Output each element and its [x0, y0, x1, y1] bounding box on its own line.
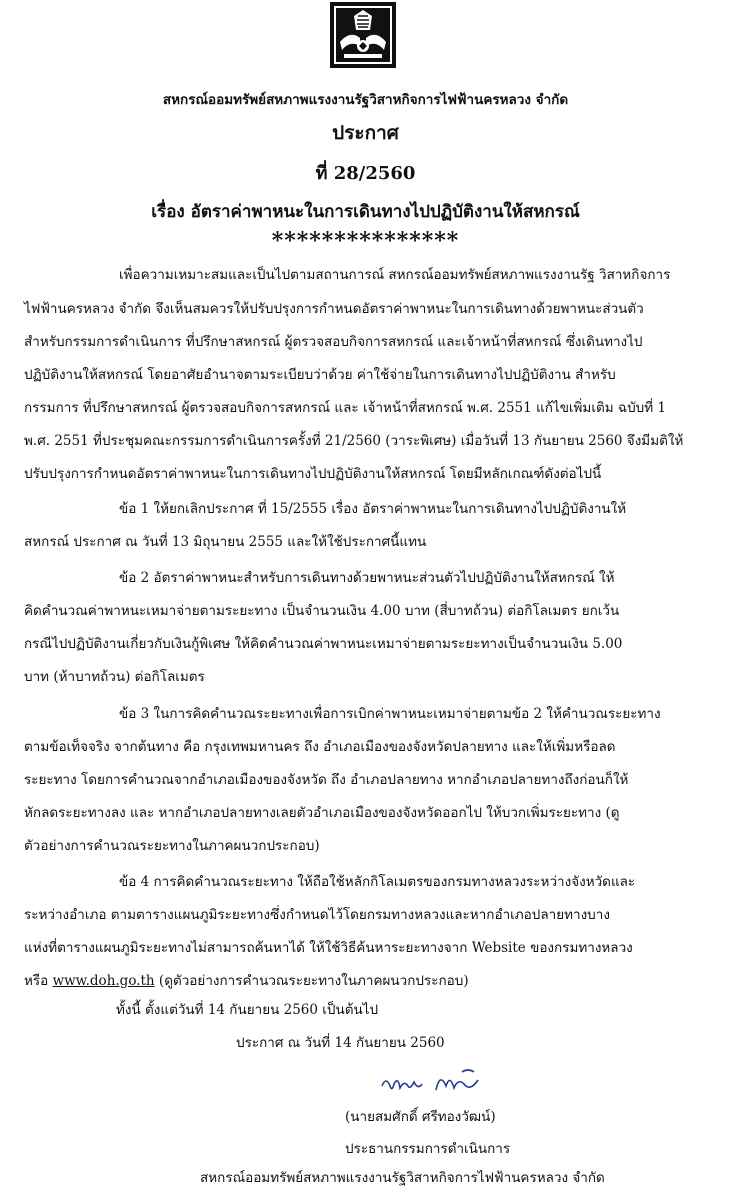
organization-name: สหกรณ์ออมทรัพย์สหภาพแรงงานรัฐวิสาหกิจการไฟฟ้านครหลวง จำกัด — [162, 92, 569, 108]
signature-icon — [378, 1064, 490, 1104]
clause-1-line: ข้อ 1 ให้ยกเลิกประกาศ ที่ 15/2555 เรื่อง อัตราค่าพาหนะในการเดินทางไปปฏิบัติงานให้ — [119, 501, 627, 517]
announcement-body — [24, 0, 710, 1200]
signer-organization: สหกรณ์ออมทรัพย์สหภาพแรงงานรัฐวิสาหกิจการไฟฟ้านครหลวง จำกัด — [200, 1170, 605, 1186]
intro-line: สำหรับกรรมการดำเนินการ ที่ปรึกษาสหกรณ์ ผู้ตรวจสอบกิจการสหกรณ์ และเจ้าหน้าที่สหกรณ์ ซึ่งเดินทางไป — [24, 334, 643, 350]
clause-2-line: ข้อ 2 อัตราค่าพาหนะสำหรับการเดินทางด้วยพาหนะส่วนตัวไปปฏิบัติงานให้สหกรณ์ ให้ — [119, 570, 615, 586]
clause-1-line: สหกรณ์ ประกาศ ณ วันที่ 13 มิถุนายน 2555 และให้ใช้ประกาศนี้แทน — [24, 534, 427, 550]
clause-4-line: ระหว่างอำเภอ ตามตารางแผนภูมิระยะทางซึ่งกำหนดไว้โดยกรมทางหลวงและหากอำเภอปลายทางบาง — [24, 907, 610, 923]
effective-date-line: ทั้งนี้ ตั้งแต่วันที่ 14 กันยายน 2560 เป็นต้นไป — [116, 1002, 379, 1018]
clause-4-prefix: หรือ — [24, 973, 49, 989]
signer-name: (นายสมศักดิ์ ศรีทองวัฒน์) — [345, 1109, 496, 1125]
clause-4-line: แห่งที่ตารางแผนภูมิระยะทางไม่สามารถค้นหาได้ ให้ใช้วิธีค้นหาระยะทางจาก Website ของกรมทางหลวง — [24, 940, 633, 956]
clause-3-line: ตามข้อเท็จจริง จากต้นทาง คือ กรุงเทพมหานคร ถึง อำเภอเมืองของจังหวัดปลายทาง และให้เพิ่มหรือลด — [24, 739, 616, 755]
clause-2-line: กรณีไปปฏิบัติงานเกี่ยวกับเงินกู้พิเศษ ให้คิดคำนวณค่าพาหนะเหมาจ่ายตามระยะทางเป็นจำนวนเงิน 5.00 — [24, 636, 623, 652]
clause-4-last-line — [24, 969, 469, 991]
announcement-number: ที่ 28/2560 — [315, 163, 416, 184]
intro-line: ปรับปรุงการกำหนดอัตราค่าพาหนะในการเดินทางไปปฏิบัติงานให้สหกรณ์ โดยมีหลักเกณฑ์ดังต่อไปนี้ — [24, 466, 602, 482]
clause-3-line: หักลดระยะทางลง และ หากอำเภอปลายทางเลยตัวอำเภอเมืองของจังหวัดออกไป ให้บวกเพิ่มระยะทาง (ดู — [24, 805, 620, 821]
clause-2-line: คิดคำนวณค่าพาหนะเหมาจ่ายตามระยะทาง เป็นจำนวนเงิน 4.00 บาท (สี่บาทถ้วน) ต่อกิโลเมตร ยกเว้น — [24, 603, 620, 619]
clause-4-suffix: (ดูตัวอย่างการคำนวณระยะทางในภาคผนวกประกอบ) — [158, 973, 469, 989]
intro-line: ไฟฟ้านครหลวง จำกัด จึงเห็นสมควรให้ปรับปรุงการกำหนดอัตราค่าพาหนะในการเดินทางด้วยพาหนะส่วนตัว — [24, 301, 644, 317]
clause-3-line: ระยะทาง โดยการคำนวณจากอำเภอเมืองของจังหวัด ถึง อำเภอปลายทาง หากอำเภอปลายทางถึงก่อนก็ให้ — [24, 772, 629, 788]
clause-3-line: ตัวอย่างการคำนวณระยะทางในภาคผนวกประกอบ) — [24, 838, 320, 854]
clause-3-line: ข้อ 3 ในการคิดคำนวณระยะทางเพื่อการเบิกค่าพาหนะเหมาจ่ายตามข้อ 2 ให้คำนวณระยะทาง — [119, 706, 661, 722]
intro-line: กรรมการ ที่ปรึกษาสหกรณ์ ผู้ตรวจสอบกิจการสหกรณ์ และ เจ้าหน้าที่สหกรณ์ พ.ศ. 2551 แก้ไขเพิ่มเติม ฉบับที่ 1 — [24, 400, 667, 416]
clause-2-line: บาท (ห้าบาทถ้วน) ต่อกิโลเมตร — [24, 669, 205, 685]
intro-line: พ.ศ. 2551 ที่ประชุมคณะกรรมการดำเนินการครั้งที่ 21/2560 (วาระพิเศษ) เมื่อวันที่ 13 กันยายน 2560 จึงมีมติให้ — [24, 433, 684, 449]
signer-position: ประธานกรรมการดำเนินการ — [345, 1141, 511, 1157]
doh-website-link[interactable]: www.doh.go.th — [52, 973, 155, 989]
intro-line: ปฏิบัติงานให้สหกรณ์ โดยอาศัยอำนาจตามระเบียบว่าด้วย ค่าใช้จ่ายในการเดินทางไปปฏิบัติงาน สำหรับ — [24, 367, 616, 383]
announcement-subject: เรื่อง อัตราค่าพาหนะในการเดินทางไปปฏิบัติงานให้สหกรณ์ — [151, 202, 580, 222]
separator: *************** — [271, 228, 460, 254]
announcement-date: ประกาศ ณ วันที่ 14 กันยายน 2560 — [236, 1035, 445, 1051]
page-title: ประกาศ — [332, 122, 399, 144]
intro-line: เพื่อความเหมาะสมและเป็นไปตามสถานการณ์ สหกรณ์ออมทรัพย์สหภาพแรงงานรัฐ วิสาหกิจการ — [119, 267, 671, 283]
clause-4-line: ข้อ 4 การคิดคำนวณระยะทาง ให้ถือใช้หลักกิโลเมตรของกรมทางหลวงระหว่างจังหวัดและ — [119, 874, 636, 890]
